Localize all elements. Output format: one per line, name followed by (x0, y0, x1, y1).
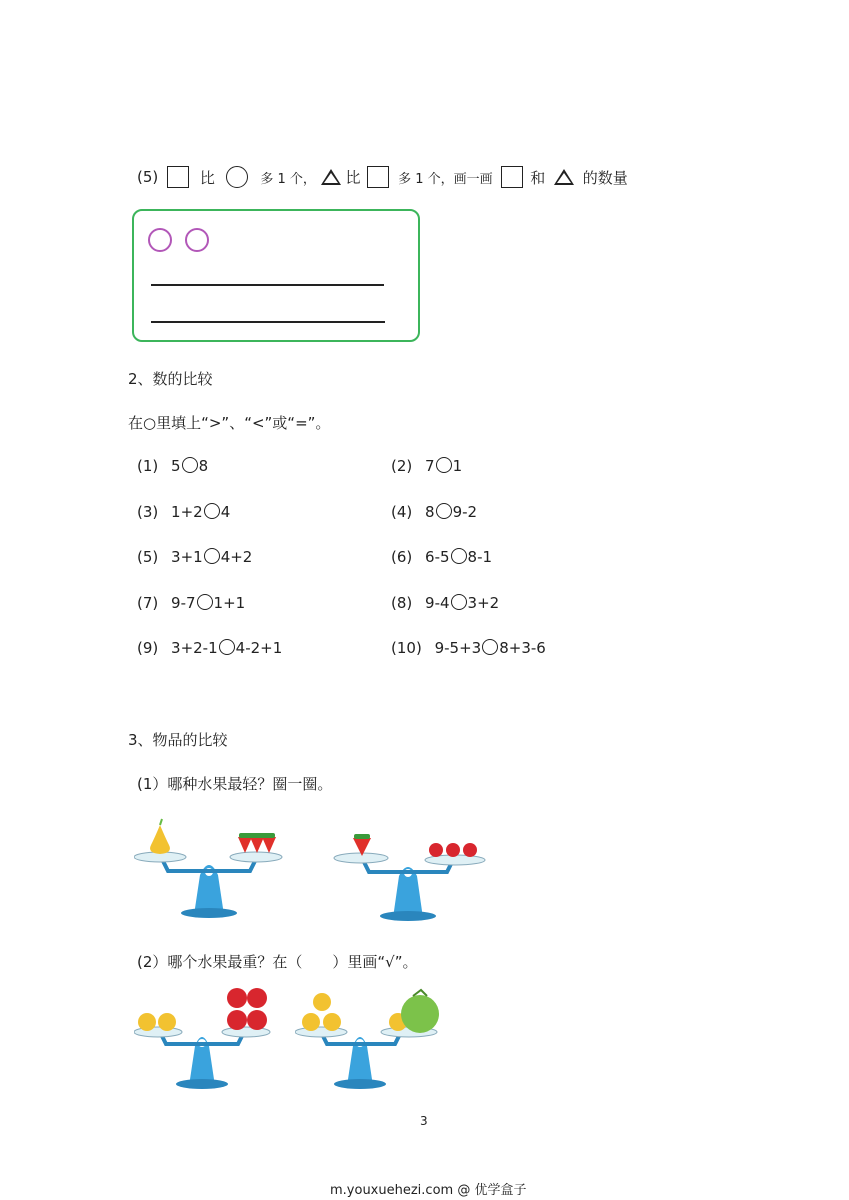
circle-icon (226, 166, 248, 188)
answer-line (151, 321, 385, 323)
comparison-item-6: (6) 6-5 8-1 (391, 548, 493, 566)
answer-circle[interactable] (436, 503, 452, 519)
balance-scale-strawberry-fruits (333, 830, 488, 922)
balance-scale-pears-apples (134, 986, 272, 1091)
comparison-item-3: (3) 1+2 4 (137, 503, 231, 521)
footer-link[interactable]: m.youxuehezi.com @ 优学盒子 (330, 1183, 527, 1198)
and-text: 和 (530, 168, 546, 187)
question-3-1: (1）哪种水果最轻？圈一圈。 (137, 775, 333, 793)
balance-scale-pear-strawberries (134, 815, 286, 919)
draw-text: 多 1 个，画一画 (398, 171, 493, 187)
answer-circle[interactable] (451, 548, 467, 564)
answer-circle[interactable] (451, 594, 467, 610)
comparison-item-7: (7) 9-7 1+1 (137, 594, 246, 612)
section-3-heading: 3、物品的比较 (128, 731, 228, 749)
section-2-instruction: 在○里填上“>”、“<”或“=”。 (128, 414, 331, 432)
comparison-item-8: (8) 9-4 3+2 (391, 594, 500, 612)
page-number: 3 (420, 1114, 428, 1128)
triangle-icon (321, 169, 341, 185)
answer-circle[interactable] (482, 639, 498, 655)
triangle-icon (554, 169, 574, 185)
comparison-item-2: (2) 7 1 (391, 457, 463, 475)
square-icon (167, 166, 189, 188)
comparison-item-4: (4) 8 9-2 (391, 503, 478, 521)
answer-circle[interactable] (436, 457, 452, 473)
comparison-item-5: (5) 3+1 4+2 (137, 548, 253, 566)
comparison-item-1: (1) 5 8 (137, 457, 209, 475)
question-3-2: (2）哪个水果最重？在（ ）里画“√”。 (137, 953, 418, 971)
square-icon (501, 166, 523, 188)
question-number: (5) (137, 168, 159, 186)
answer-circle[interactable] (204, 548, 220, 564)
square-icon (367, 166, 389, 188)
answer-line (151, 284, 384, 286)
purple-circle-icon (185, 228, 209, 252)
compare-text: 比 (199, 168, 215, 187)
compare-text: 比 (345, 168, 361, 187)
answer-circle[interactable] (182, 457, 198, 473)
more-text: 多 1 个， (260, 171, 316, 187)
answer-circle[interactable] (197, 594, 213, 610)
comparison-item-10: (10) 9-5+3 8+3-6 (391, 639, 546, 657)
answer-circle[interactable] (219, 639, 235, 655)
purple-circle-icon (148, 228, 172, 252)
answer-circle[interactable] (204, 503, 220, 519)
section-2-heading: 2、数的比较 (128, 370, 213, 388)
comparison-item-9: (9) 3+2-1 4-2+1 (137, 639, 283, 657)
balance-scale-pears-melon (295, 988, 440, 1091)
question-5-line (137, 166, 628, 188)
quantity-text: 的数量 (582, 168, 628, 187)
